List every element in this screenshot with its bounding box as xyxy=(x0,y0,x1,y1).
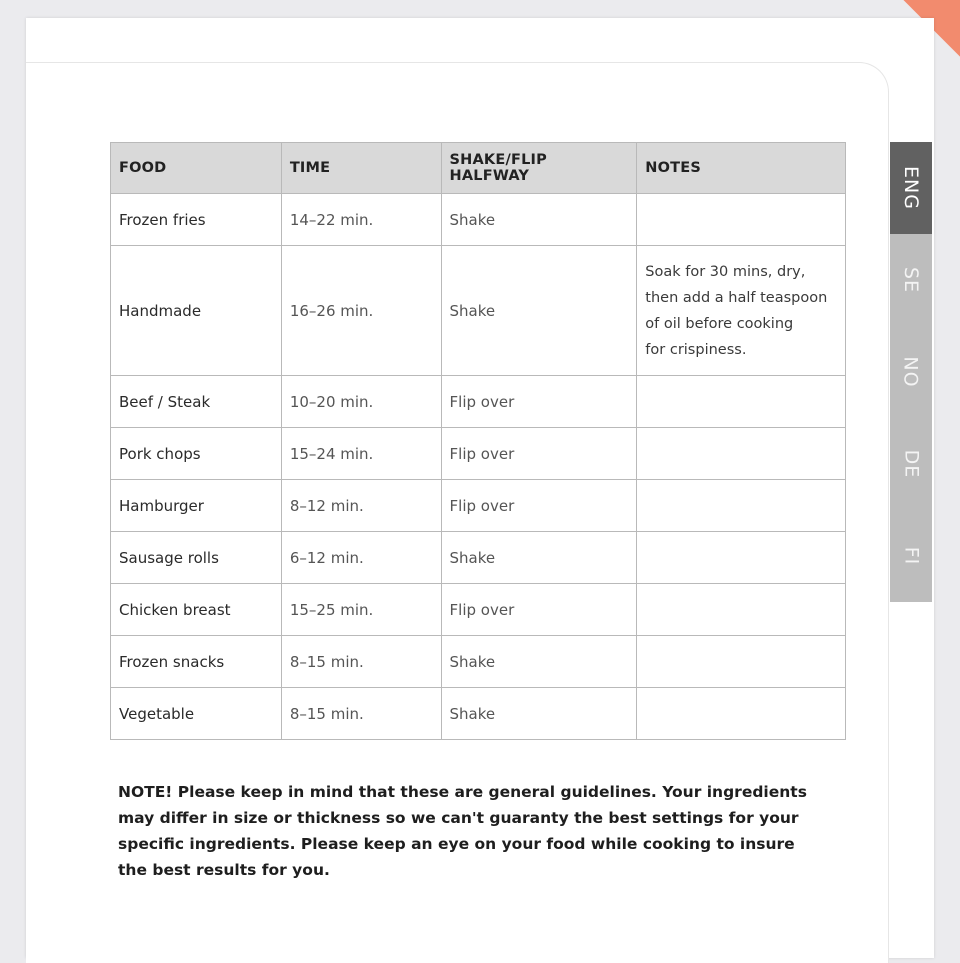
tab-de[interactable] xyxy=(890,418,932,510)
table-header-row xyxy=(111,143,846,194)
note-line: of oil before cooking xyxy=(645,315,794,332)
cell-notes xyxy=(637,376,846,428)
cell-notes xyxy=(637,532,846,584)
table-row xyxy=(111,688,846,740)
cell-action: Flip over xyxy=(441,584,637,636)
tab-no-label: NO xyxy=(899,356,922,388)
cell-food: Hamburger xyxy=(111,480,282,532)
header-food: FOOD xyxy=(111,143,282,194)
cell-time: 6–12 min. xyxy=(281,532,441,584)
tab-fi-label: FI xyxy=(899,546,922,566)
cell-food: Sausage rolls xyxy=(111,532,282,584)
tab-eng[interactable] xyxy=(890,142,932,234)
cell-time: 10–20 min. xyxy=(281,376,441,428)
cell-time: 8–15 min. xyxy=(281,636,441,688)
cell-time: 14–22 min. xyxy=(281,194,441,246)
note-line: Soak for 30 mins, dry, xyxy=(645,263,806,280)
cell-time: 15–25 min. xyxy=(281,584,441,636)
cell-time: 8–15 min. xyxy=(281,688,441,740)
cell-action: Shake xyxy=(441,532,637,584)
tab-fi[interactable] xyxy=(890,510,932,602)
cell-time: 8–12 min. xyxy=(281,480,441,532)
cell-notes xyxy=(637,428,846,480)
note-line: then add a half teaspoon xyxy=(645,289,828,306)
note-line: may differ in size or thickness so we can't guaranty the best settings for your xyxy=(118,809,799,827)
cell-action: Shake xyxy=(441,636,637,688)
tab-de-label: DE xyxy=(899,449,922,479)
table-row xyxy=(111,636,846,688)
cell-notes xyxy=(637,636,846,688)
tab-se-label: SE xyxy=(899,266,922,294)
table-row xyxy=(111,246,846,376)
table-row xyxy=(111,376,846,428)
header-notes: NOTES xyxy=(637,143,846,194)
guideline-note xyxy=(118,779,818,883)
cell-food: Beef / Steak xyxy=(111,376,282,428)
cell-notes xyxy=(637,584,846,636)
cell-notes xyxy=(637,246,846,376)
cell-action: Shake xyxy=(441,246,637,376)
cooking-guide-table xyxy=(110,142,846,740)
cell-action: Flip over xyxy=(441,376,637,428)
cell-notes xyxy=(637,688,846,740)
header-time: TIME xyxy=(281,143,441,194)
cell-food: Handmade xyxy=(111,246,282,376)
note-line: specific ingredients. Please keep an eye on your food while cooking to insure xyxy=(118,835,795,853)
note-line: for crispiness. xyxy=(645,341,747,358)
cell-food: Vegetable xyxy=(111,688,282,740)
note-line: the best results for you. xyxy=(118,861,330,879)
cell-notes xyxy=(637,194,846,246)
cell-time: 16–26 min. xyxy=(281,246,441,376)
cell-action: Shake xyxy=(441,688,637,740)
table-row xyxy=(111,194,846,246)
language-tabs xyxy=(890,142,932,602)
table-row xyxy=(111,584,846,636)
cell-food: Frozen fries xyxy=(111,194,282,246)
cell-action: Flip over xyxy=(441,480,637,532)
tab-eng-label: ENG xyxy=(900,166,923,210)
tab-no[interactable] xyxy=(890,326,932,418)
note-line: NOTE! Please keep in mind that these are general guidelines. Your ingredients xyxy=(118,783,807,801)
table-row xyxy=(111,428,846,480)
cell-action: Flip over xyxy=(441,428,637,480)
table-row xyxy=(111,532,846,584)
cell-food: Pork chops xyxy=(111,428,282,480)
cell-action: Shake xyxy=(441,194,637,246)
cell-notes xyxy=(637,480,846,532)
cell-food: Frozen snacks xyxy=(111,636,282,688)
header-shake-flip: SHAKE/FLIP HALFWAY xyxy=(441,143,637,194)
tab-se[interactable] xyxy=(890,234,932,326)
cell-food: Chicken breast xyxy=(111,584,282,636)
table-row xyxy=(111,480,846,532)
cell-time: 15–24 min. xyxy=(281,428,441,480)
